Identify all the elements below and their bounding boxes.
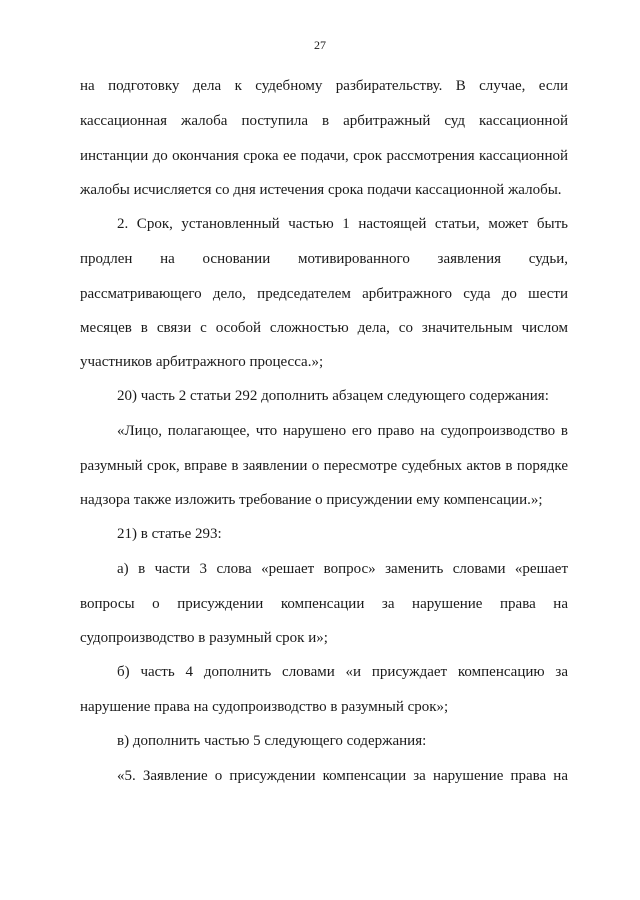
text-line: «5. Заявление о присуждении компенсации за нарушение права на bbox=[117, 768, 568, 784]
text-line: в) дополнить частью 5 следующего содержания: bbox=[117, 733, 427, 749]
text-line: 21) в статье 293: bbox=[117, 526, 222, 542]
page-number: 27 bbox=[314, 38, 326, 52]
text-line: а) в части 3 слова «решает вопрос» заменить словами «решает bbox=[117, 561, 568, 577]
text-line: 20) часть 2 статьи 292 дополнить абзацем следующего содержания: bbox=[117, 388, 549, 404]
text-line: нарушение права на судопроизводство в разумный срок»; bbox=[80, 699, 449, 715]
text-line: кассационная жалоба поступила в арбитражный суд кассационной bbox=[80, 113, 568, 129]
text-line: вопросы о присуждении компенсации за нарушение права на bbox=[80, 596, 568, 612]
text-line: б) часть 4 дополнить словами «и присуждает компенсацию за bbox=[117, 664, 568, 680]
text-line: инстанции до окончания срока ее подачи, срок рассмотрения кассационной bbox=[80, 148, 568, 164]
text-line: жалобы исчисляется со дня истечения срока подачи кассационной жалобы. bbox=[80, 182, 562, 198]
text-line: 2. Срок, установленный частью 1 настоящей статьи, может быть bbox=[117, 216, 568, 232]
text-line: участников арбитражного процесса.»; bbox=[80, 354, 324, 370]
text-line: продлен на основании мотивированного заявления судьи, bbox=[80, 251, 568, 267]
text-line: месяцев в связи с особой сложностью дела, со значительным числом bbox=[80, 320, 568, 336]
text-line: рассматривающего дело, председателем арбитражного суда до шести bbox=[80, 286, 568, 302]
text-line: надзора также изложить требование о присуждении ему компенсации.»; bbox=[80, 492, 543, 508]
text-line: разумный срок, вправе в заявлении о пересмотре судебных актов в порядке bbox=[80, 458, 568, 474]
text-line: на подготовку дела к судебному разбирательству. В случае, если bbox=[80, 78, 568, 94]
text-line: «Лицо, полагающее, что нарушено его право на судопроизводство в bbox=[117, 423, 568, 439]
text-line: судопроизводство в разумный срок и»; bbox=[80, 630, 328, 646]
